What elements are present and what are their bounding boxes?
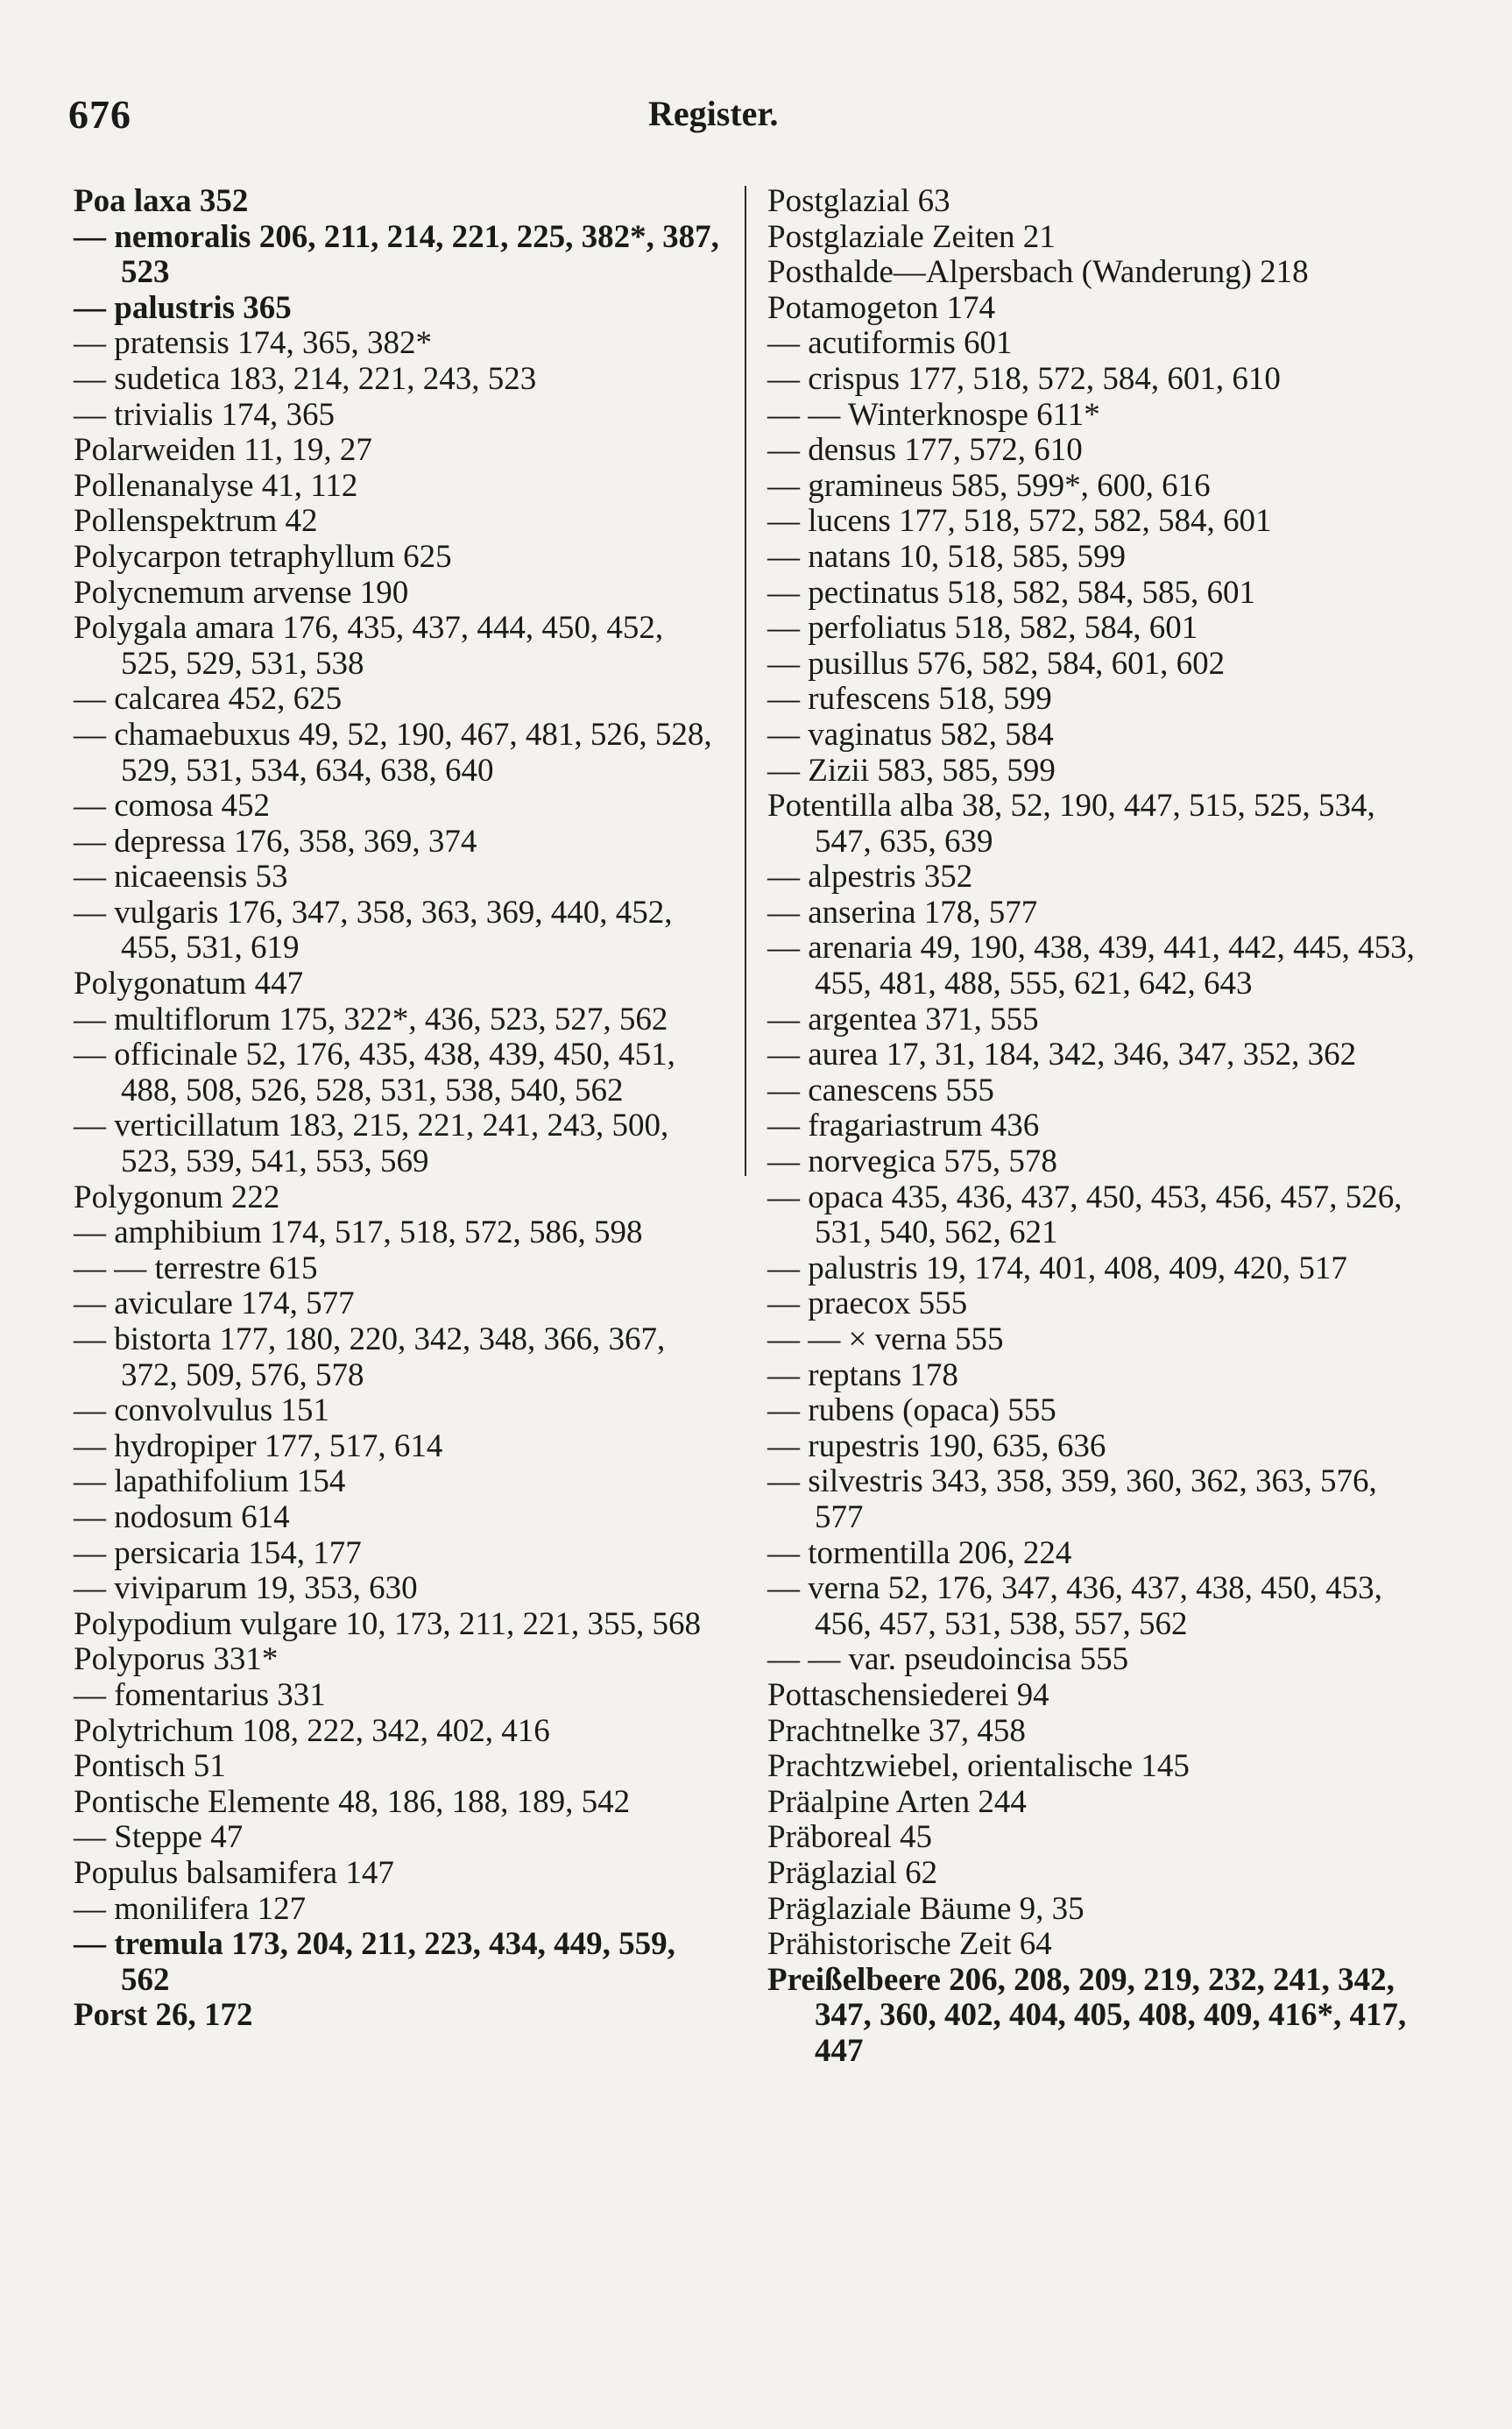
index-entry: — canescens 555 — [767, 1072, 994, 1108]
index-entry: — norvegica 575, 578 — [767, 1144, 1057, 1180]
index-entry: — reptans 178 — [767, 1356, 958, 1393]
index-entry: — arenaria 49, 190, 438, 439, 441, 442, 445, 453, 455, 481, 488, 555, 621, 642, 643 — [767, 930, 1415, 1002]
index-entry: — vaginatus 582, 584 — [767, 716, 1054, 753]
index-entry: — aviculare 174, 577 — [74, 1285, 355, 1322]
index-entry: — fomentarius 331 — [74, 1676, 326, 1713]
index-entry: — Steppe 47 — [74, 1819, 244, 1856]
running-head: Register. — [648, 94, 779, 133]
index-entry: — nicaeensis 53 — [74, 859, 288, 896]
index-entry: — depressa 176, 358, 369, 374 — [74, 823, 477, 860]
index-entry: — crispus 177, 518, 572, 584, 601, 610 — [767, 360, 1281, 397]
index-entry: Pollenspektrum 42 — [74, 503, 318, 540]
index-entry: — rufescens 518, 599 — [767, 681, 1052, 718]
index-entry: — natans 10, 518, 585, 599 — [767, 538, 1127, 575]
index-entry: — lucens 177, 518, 572, 582, 584, 601 — [767, 503, 1272, 540]
index-entry: — — Winterknospe 611* — [767, 396, 1100, 433]
index-entry: — pectinatus 518, 582, 584, 585, 601 — [767, 574, 1256, 611]
index-entry: — persicaria 154, 177 — [74, 1534, 362, 1571]
index-entry: Prähistorische Zeit 64 — [767, 1926, 1052, 1963]
index-entry: Polygala amara 176, 435, 437, 444, 450, 452, 525, 529, 531, 538 — [74, 610, 664, 682]
index-entry: Preißelbeere 206, 208, 209, 219, 232, 241, 342, 347, 360, 402, 404, 405, 408, 409, 416*, 417, 447 — [767, 1961, 1407, 2069]
index-entry: — pusillus 576, 582, 584, 601, 602 — [767, 645, 1226, 682]
index-entry: — comosa 452 — [74, 788, 271, 825]
index-entry: — tormentilla 206, 224 — [767, 1534, 1072, 1571]
index-entry: — acutiformis 601 — [767, 325, 1013, 362]
index-entry: — calcarea 452, 625 — [74, 681, 343, 718]
index-entry: — Zizii 583, 585, 599 — [767, 752, 1056, 789]
index-entry: — sudetica 183, 214, 221, 243, 523 — [74, 360, 537, 397]
index-entry: Prachtnelke 37, 458 — [767, 1712, 1026, 1749]
index-entry: Poa laxa 352 — [74, 183, 249, 219]
index-entry: — lapathifolium 154 — [74, 1463, 346, 1500]
index-entry: Polytrichum 108, 222, 342, 402, 416 — [74, 1712, 550, 1749]
index-entry: — multiflorum 175, 322*, 436, 523, 527, 562 — [74, 1001, 668, 1037]
index-entry: — palustris 365 — [74, 289, 292, 326]
index-entry: Pontisch 51 — [74, 1748, 226, 1785]
index-entry: Polarweiden 11, 19, 27 — [74, 432, 372, 469]
index-entry: — aurea 17, 31, 184, 342, 346, 347, 352, 362 — [767, 1037, 1357, 1073]
index-entry: — vulgaris 176, 347, 358, 363, 369, 440, 452, 455, 531, 619 — [74, 894, 673, 967]
index-entry: — nemoralis 206, 211, 214, 221, 225, 382*, 387, 523 — [74, 218, 719, 291]
index-entry: Präglazial 62 — [767, 1854, 938, 1891]
index-entry: Porst 26, 172 — [74, 1997, 253, 2034]
index-entry: — rupestris 190, 635, 636 — [767, 1427, 1106, 1464]
index-entry: Pottaschensiederei 94 — [767, 1676, 1049, 1713]
index-entry: — trivialis 174, 365 — [74, 396, 336, 433]
index-entry: — tremula 173, 204, 211, 223, 434, 449, 559, 562 — [74, 1926, 675, 1998]
index-entry: Potentilla alba 38, 52, 190, 447, 515, 525, 534, 547, 635, 639 — [767, 788, 1375, 860]
index-entry: Polycarpon tetraphyllum 625 — [74, 538, 452, 575]
index-entry: — opaca 435, 436, 437, 450, 453, 456, 457, 526, 531, 540, 562, 621 — [767, 1179, 1402, 1251]
index-entry: — verna 52, 176, 347, 436, 437, 438, 450, 453, 456, 457, 531, 538, 557, 562 — [767, 1570, 1382, 1642]
index-entry: Polyporus 331* — [74, 1641, 279, 1678]
index-entry: — pratensis 174, 365, 382* — [74, 325, 433, 362]
index-entry: — verticillatum 183, 215, 221, 241, 243, 500, 523, 539, 541, 553, 569 — [74, 1108, 669, 1180]
index-entry: Potamogeton 174 — [767, 289, 996, 326]
index-entry: Prachtzwiebel, orientalische 145 — [767, 1748, 1190, 1785]
index-entry: — convolvulus 151 — [74, 1392, 329, 1429]
index-entry: — perfoliatus 518, 582, 584, 601 — [767, 610, 1198, 647]
index-entry: — rubens (opaca) 555 — [767, 1392, 1056, 1429]
index-entry: — — terrestre 615 — [74, 1250, 318, 1286]
index-entry: Posthalde—Alpersbach (Wanderung) 218 — [767, 254, 1309, 291]
index-entry: — fragariastrum 436 — [767, 1108, 1040, 1144]
index-entry: Präalpine Arten 244 — [767, 1783, 1027, 1820]
index-entry: Polygonum 222 — [74, 1179, 280, 1215]
index-entry: Populus balsamifera 147 — [74, 1854, 394, 1891]
index-entry: — officinale 52, 176, 435, 438, 439, 450, 451, 488, 508, 526, 528, 531, 538, 540, 562 — [74, 1037, 675, 1108]
index-entry: Präboreal 45 — [767, 1819, 933, 1856]
index-column-left — [74, 184, 722, 2034]
index-entry: — bistorta 177, 180, 220, 342, 348, 366, 367, 372, 509, 576, 578 — [74, 1321, 666, 1393]
index-entry: — amphibium 174, 517, 518, 572, 586, 598 — [74, 1214, 643, 1251]
index-entry: — monilifera 127 — [74, 1890, 307, 1927]
index-entry: — praecox 555 — [767, 1285, 968, 1322]
index-entry: Pontische Elemente 48, 186, 188, 189, 542 — [74, 1783, 631, 1820]
index-entry: — alpestris 352 — [767, 859, 973, 896]
index-entry: Polycnemum arvense 190 — [74, 574, 409, 611]
index-entry: — gramineus 585, 599*, 600, 616 — [767, 467, 1211, 504]
index-entry: — densus 177, 572, 610 — [767, 432, 1083, 469]
index-entry: — hydropiper 177, 517, 614 — [74, 1427, 443, 1464]
index-entry: — anserina 178, 577 — [767, 894, 1038, 931]
index-entry: — nodosum 614 — [74, 1498, 290, 1535]
index-entry: Präglaziale Bäume 9, 35 — [767, 1890, 1085, 1927]
index-entry: — chamaebuxus 49, 52, 190, 467, 481, 526, 528, 529, 531, 534, 634, 638, 640 — [74, 716, 712, 789]
column-divider — [745, 186, 746, 1176]
index-entry: Polypodium vulgare 10, 173, 211, 221, 355, 568 — [74, 1605, 701, 1642]
page-number: 676 — [68, 92, 131, 137]
index-entry: — palustris 19, 174, 401, 408, 409, 420, 517 — [767, 1250, 1347, 1286]
index-entry: — — × verna 555 — [767, 1321, 1004, 1357]
index-entry: — silvestris 343, 358, 359, 360, 362, 363, 576, 577 — [767, 1463, 1377, 1535]
index-entry: Postglaziale Zeiten 21 — [767, 218, 1056, 255]
index-entry: — argentea 371, 555 — [767, 1001, 1039, 1037]
index-entry: — viviparum 19, 353, 630 — [74, 1570, 418, 1607]
index-column-right — [767, 184, 1416, 2069]
index-entry: — — var. pseudoincisa 555 — [767, 1641, 1129, 1678]
index-entry: Polygonatum 447 — [74, 966, 304, 1002]
index-entry: Pollenanalyse 41, 112 — [74, 467, 358, 504]
index-entry: Postglazial 63 — [767, 183, 950, 219]
